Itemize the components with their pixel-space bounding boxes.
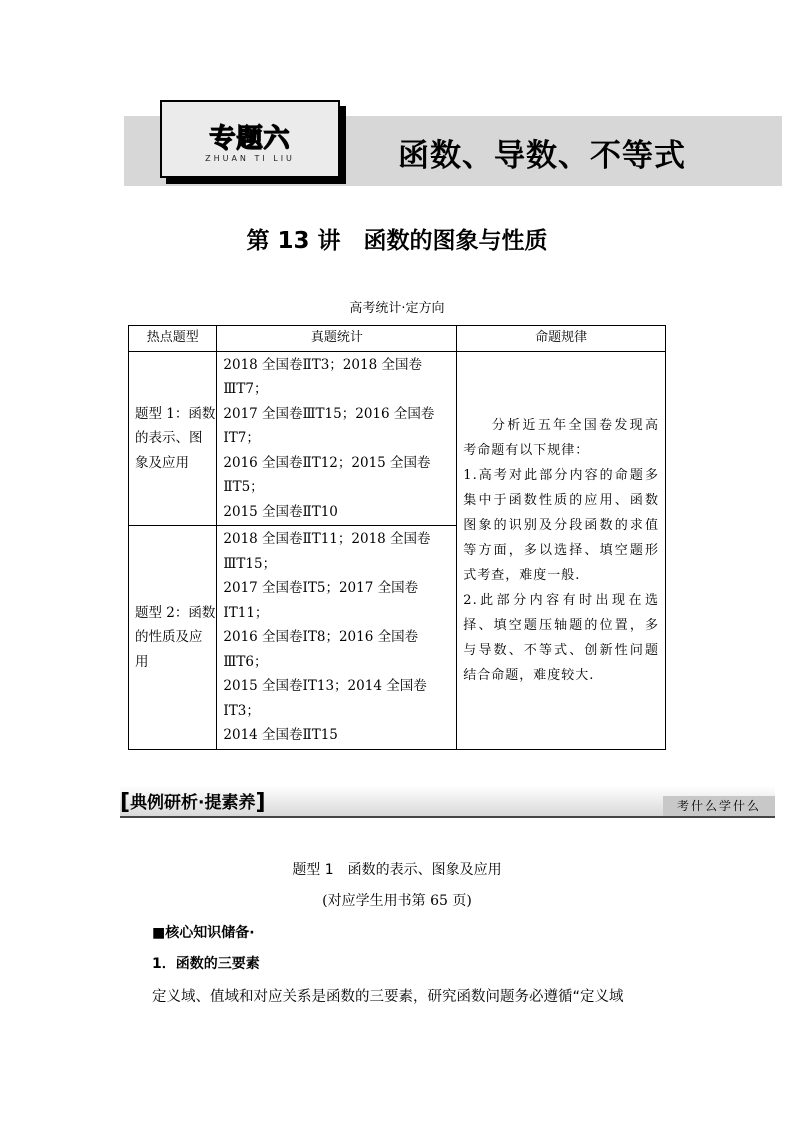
ref-line: ⅠT11； [223,604,269,621]
pattern-point-2: 2.此部分内容有时出现在选择、填空题压轴题的位置，多与导数、不等式、创新性问题结合命题，难度较大. [463,592,659,683]
knowledge-heading: ■核心知识储备· [152,925,255,941]
knowledge-subheading: 1．函数的三要素 [152,956,260,972]
knowledge-text: 定义域、值域和对应关系是函数的三要素，研究函数问题务必遵循“定义域 [152,989,624,1005]
ref-line: 2018 全国卷ⅡT3；2018 全国卷 [223,356,422,373]
ref-line: 2017 全国卷ⅠT5；2017 全国卷 [223,580,419,596]
ref-line: 2016 全国卷ⅠT8；2016 全国卷 [223,629,419,645]
pattern-intro: 分析近五年全国卷发现高考命题有以下规律： [463,417,659,458]
bracket-close-icon: ] [255,790,266,815]
ref-line: ⅡT5； [223,479,264,495]
ref-line: 2015 全国卷ⅡT10 [223,503,338,520]
ref-line: 2017 全国卷ⅢT15；2016 全国卷 [223,405,435,422]
pattern-point-1: 1.高考对此部分内容的命题多集中于函数性质的应用、函数图象的识别及分段函数的求值等方面，多以选择、填空题形式考查，难度一般. [463,467,659,583]
topic-type-2: 题型 2：函数的性质及应用 [135,604,216,670]
header-hot-topic: 热点题型 [129,326,217,352]
topic-ref: (对应学生用书第 65 页) [322,893,472,909]
topic-type-cell [129,351,217,526]
refs-cell [217,351,457,526]
table-row [129,351,666,526]
ref-line: 2016 全国卷ⅡT12；2015 全国卷 [223,454,431,471]
section-bar [120,772,775,818]
ref-line: ⅢT6； [223,653,268,670]
chapter-title: 函数、导数、不等式 [398,138,686,174]
refs-cell [217,526,457,750]
ref-line: ⅢT7； [223,381,268,397]
topic-title: 题型 1 函数的表示、图象及应用 [292,862,502,878]
ref-line: ⅠT7； [223,430,260,446]
section-title-text: 典例研析·提素养 [130,793,256,813]
chapter-badge-subtitle: ZHUAN TI LIU [205,154,295,163]
header-patterns: 命题规律 [457,326,666,352]
topic-type-1: 题型 1：函数的表示、图象及应用 [135,405,216,471]
topic-type-cell [129,526,217,750]
ref-line: 2018 全国卷ⅡT11；2018 全国卷 [223,531,431,547]
table-caption: 高考统计·定方向 [349,301,445,316]
ref-line: ⅠT3； [223,702,260,719]
chapter-badge-title: 专题六 [209,124,291,154]
ref-line: ⅢT15； [223,555,277,572]
patterns-cell [457,351,666,749]
header-past-papers: 真题统计 [217,326,457,352]
table-header-row [129,326,666,352]
section-tag: 考什么学什么 [663,796,775,816]
section-bar-rule [120,816,775,818]
exam-stats-table [128,325,666,750]
ref-line: 2015 全国卷ⅠT13；2014 全国卷 [223,678,427,694]
ref-line: 2014 全国卷ⅡT15 [223,727,338,743]
chapter-badge [160,100,340,178]
section-title [120,788,266,814]
bracket-open-icon: [ [120,790,131,815]
lecture-title: 第 13 讲 函数的图象与性质 [246,228,548,254]
